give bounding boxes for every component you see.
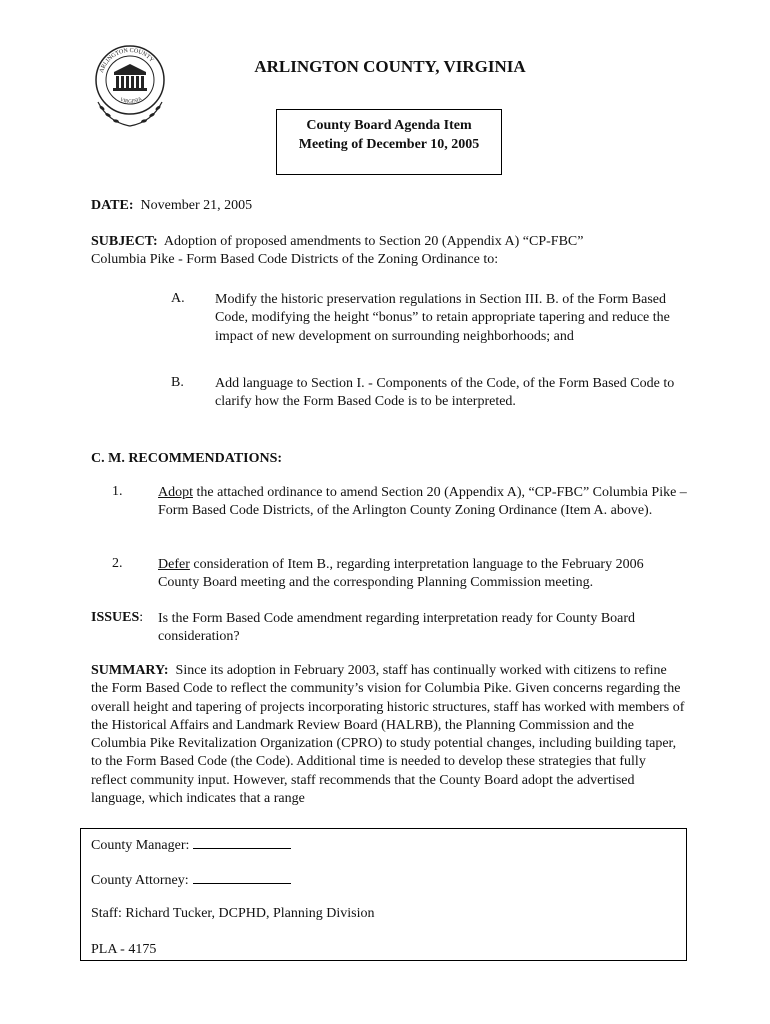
issues-text: Is the Form Based Code amendment regarding interpretation ready for County Board consideration? [158,611,636,645]
county-attorney-line: County Attorney: [91,871,291,889]
approval-box [80,828,687,961]
summary-paragraph [91,662,685,808]
agenda-item-line: County Board Agenda Item [306,118,472,133]
agenda-item-box [276,109,502,175]
recommendation-text-2: Defer consideration of Item B., regarding interpretation language to the February 2006 County Board meeting and the corresponding Planning Commission meeting. [158,557,644,591]
meeting-date-line: Meeting of December 10, 2005 [298,137,480,152]
county-manager-line: County Manager: [91,836,291,854]
recommendations-heading: C. M. RECOMMENDATIONS: [91,451,283,466]
recommendation-number-1: 1. [112,484,123,499]
recommendation-keyword-defer: Defer [158,557,190,572]
county-seal-logo [88,42,172,130]
pla-number: PLA - 4175 [91,942,157,957]
recommendation-text-1: Adopt the attached ordinance to amend Section 20 (Appendix A), “CP-FBC” Columbia Pike – Form Based Code Districts, of the Arlington County Zoning Ordinance (Item A. above). [158,485,687,519]
recommendation-keyword-adopt: Adopt [158,485,193,500]
svg-text:VIRGINIA [119,97,143,105]
summary-text: Since its adoption in February 2003, staff has continually worked with citizens to refine the Form Based Code to reflect the community’s vision for Columbia Pike. Given concerns regarding the overall height and tapering of projects incorporating historic structures, staff has worked with members of the Historical Affairs and Landmark Review Board (HALRB), the Planning Commission and the Columbia Pike Revitalization Organization (CPRO) to study potential changes, including building taper, to the Form Based Code (the Code). Additional time is needed to develop these strategies that fully reflect community input. However, staff recommends that the County Board adopt the advertised language, which indicates that a range [91,663,685,807]
summary-label: SUMMARY: [91,663,169,678]
subject-line-1: Adoption of proposed amendments to Section 20 (Appendix A) “CP-FBC” [163,234,584,249]
staff-line: Staff: Richard Tucker, DCPHD, Planning Division [91,906,375,921]
page-title: ARLINGTON COUNTY, VIRGINIA [254,57,526,76]
date-label: DATE: [91,198,134,213]
date-value: November 21, 2005 [140,198,253,213]
subject-item-text-a: Modify the historic preservation regulations in Section III. B. of the Form Based Code, modifying the height “bonus” to retain appropriate tapering and reduce the impact of new development on surrounding neighborhoods; and [215,292,670,344]
issues-label-wrap: ISSUES: [91,610,144,625]
county-attorney-signature-blank [193,871,291,884]
seal-bottom-text: VIRGINIA [119,96,143,105]
seal-top-text: ARLINGTON COUNTY [99,47,155,74]
recommendation-number-2: 2. [112,556,123,571]
subject-item-label-a: A. [171,291,185,306]
subject-label: SUBJECT: [91,234,158,249]
subject-line-2: Columbia Pike - Form Based Code Districts of the Zoning Ordinance to: [91,252,499,267]
county-seal-icon [88,42,172,130]
subject-item-label-b: B. [171,375,184,390]
issues-label: ISSUES [91,610,140,625]
subject-block [91,233,691,269]
date-line [91,197,691,215]
subject-item-text-b: Add language to Section I. - Components of the Code, of the Form Based Code to clarify how the Form Based Code is to be interpreted. [215,376,675,410]
county-manager-signature-blank [193,836,291,849]
